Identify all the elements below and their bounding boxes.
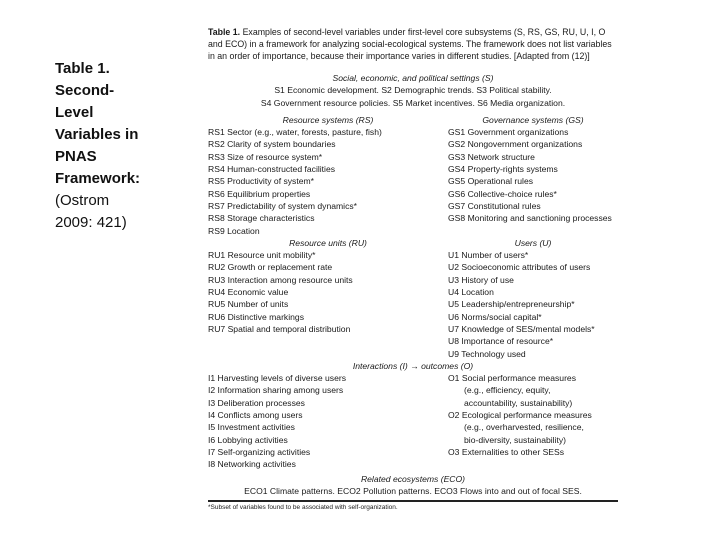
rs-variable: RS5 Productivity of system* [208,176,315,187]
rs-variable: RS2 Clarity of system boundaries [208,139,336,150]
u-variable: U1 Number of users* [448,250,529,261]
u-heading: Users (U) [514,237,552,248]
i-variable: I6 Lobbying activities [208,434,288,445]
o-variable: O2 Ecological performance measures [448,410,592,421]
title-line: Table 1. [55,60,110,77]
rs-variable: RS6 Equilibrium properties [208,188,311,199]
u-variable: U2 Socioeconomic attributes of users [448,262,591,273]
caption-text: Examples of second-level variables under first-level core subsystems (S, RS, GS, RU, U, I, O and ECO) in a framework for analyzing social-ecological systems. The framework does not list variables in an order of importance, because their importance varies in different studies. [Adapted from (12)] [208,27,612,61]
i-variable: I3 Deliberation processes [208,397,305,408]
eco-heading: Related ecosystems (ECO) [360,473,466,484]
o-variable: accountability, sustainability) [464,397,573,408]
gs-variable: GS1 Government organizations [448,127,569,138]
u-variable: U7 Knowledge of SES/mental models* [448,323,595,334]
caption-label: Table 1. [208,27,241,37]
rs-gs-section [208,114,618,237]
o-variable: (e.g., efficiency, equity, [464,385,551,396]
ru-variable: RU2 Growth or replacement rate [208,262,333,273]
citation-line: 2009: 421) [55,214,127,231]
o-variable: (e.g., overharvested, resilience, [464,422,584,433]
i-variable: I8 Networking activities [208,459,296,470]
ru-variable: RU1 Resource unit mobility* [208,250,316,261]
ru-variable: RU3 Interaction among resource units [208,274,353,285]
eco-line: ECO1 Climate patterns. ECO2 Pollution patterns. ECO3 Flows into and out of focal SES. [244,485,582,496]
gs-variable: GS2 Nongovernment organizations [448,139,583,150]
u-variable: U8 Importance of resource* [448,336,554,347]
citation-line: (Ostrom [55,192,110,209]
rs-variable: RS9 Location [208,225,260,236]
u-variable: U6 Norms/social capital* [448,311,542,322]
u-variable: U5 Leadership/entrepreneurship* [448,299,575,310]
variables-table [208,26,618,514]
ru-variable: RU6 Distinctive markings [208,311,304,322]
gs-variable: GS8 Monitoring and sanctioning processes [448,213,612,224]
i-variable: I5 Investment activities [208,422,295,433]
rs-variable: RS7 Predictability of system dynamics* [208,200,358,211]
settings-line: S4 Government resource policies. S5 Market incentives. S6 Media organization. [260,97,566,108]
footnote: *Subset of variables found to be associated with self-organization. [208,504,398,512]
rs-variable: RS1 Sector (e.g., water, forests, pasture, fish) [208,127,382,138]
gs-variable: GS5 Operational rules [448,176,534,187]
table-caption [208,26,618,62]
title-line: Variables in [55,126,139,143]
i-variable: I2 Information sharing among users [208,385,344,396]
interactions-heading: Interactions (I) → outcomes (O) [352,360,474,371]
title-line: Level [55,104,94,121]
i-variable: I4 Conflicts among users [208,410,303,421]
ru-heading: Resource units (RU) [289,237,367,248]
gs-variable: GS6 Collective-choice rules* [448,188,557,199]
u-variable: U9 Technology used [448,348,526,359]
rs-variable: RS4 Human-constructed facilities [208,164,336,175]
rs-heading: Resource systems (RS) [282,114,374,125]
ru-u-section [208,237,618,360]
o-variable: O3 Externalities to other SESs [448,446,565,457]
u-variable: U3 History of use [448,274,514,285]
i-o-section [208,372,618,470]
i-variable: I1 Harvesting levels of diverse users [208,373,347,384]
gs-heading: Governance systems (GS) [482,114,584,125]
slide-title [55,58,165,234]
title-line: Second- [55,82,115,99]
title-line: PNAS [55,148,97,165]
gs-variable: GS7 Constitutional rules [448,200,541,211]
o-variable: O1 Social performance measures [448,373,577,384]
gs-variable: GS3 Network structure [448,151,535,162]
rs-variable: RS3 Size of resource system* [208,151,323,162]
title-line: Framework: [55,170,141,187]
settings-line: S1 Economic development. S2 Demographic trends. S3 Political stability. [274,85,552,96]
o-variable: bio-diversity, sustainability) [464,434,567,445]
i-variable: I7 Self-organizing activities [208,446,311,457]
gs-variable: GS4 Property-rights systems [448,164,558,175]
settings-heading: Social, economic, and political settings (S) [332,73,494,83]
ru-variable: RU7 Spatial and temporal distribution [208,323,351,334]
ru-variable: RU5 Number of units [208,299,289,310]
ru-variable: RU4 Economic value [208,287,289,298]
rs-variable: RS8 Storage characteristics [208,213,315,224]
u-variable: U4 Location [448,287,494,298]
